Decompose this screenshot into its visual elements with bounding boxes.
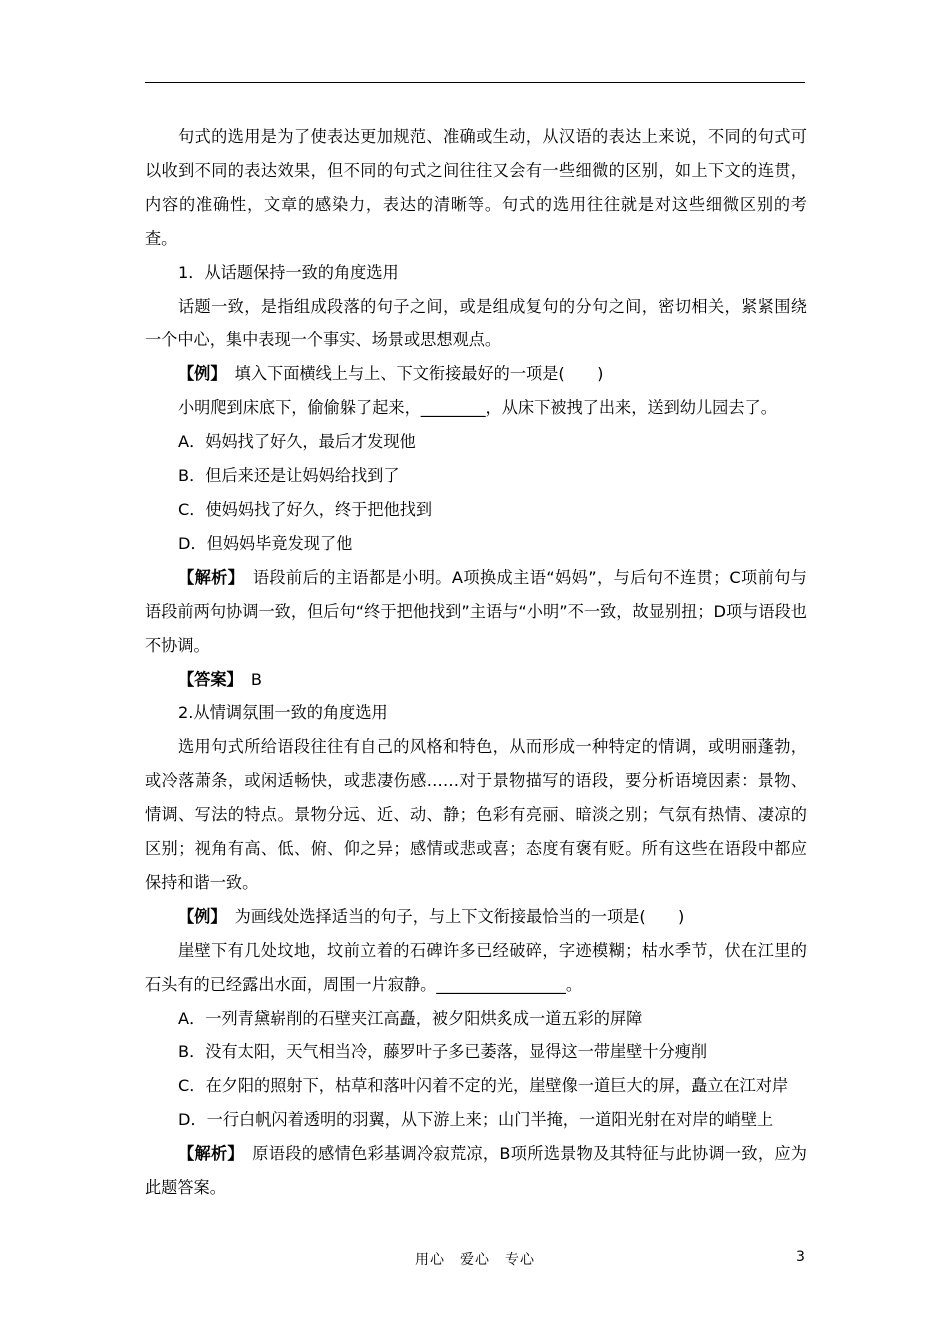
example-1-option-d: D．但妈妈毕竟发现了他 bbox=[178, 533, 353, 553]
example-2-analysis bbox=[145, 1137, 807, 1205]
section-1-body: 话题一致，是指组成段落的句子之间，或是组成复句的分句之间，密切相关，紧紧围绕一个中心，集中表现一个事实、场景或思想观点。 bbox=[145, 296, 807, 350]
example-2-option-a: A．一列青黛崭削的石壁夹江高矗，被夕阳烘炙成一道五彩的屏障 bbox=[178, 1008, 643, 1028]
example-2-option-c: C．在夕阳的照射下，枯草和落叶闪着不定的光，崖壁像一道巨大的屏，矗立在江对岸 bbox=[178, 1076, 789, 1096]
example-2-question bbox=[145, 900, 807, 934]
example-2-text: 崖壁下有几处坟地，坟前立着的石碑许多已经破碎，字迹模糊；枯水季节，伏在江里的石头有的已经露出水面，周围一片寂静。________________。 bbox=[145, 940, 807, 994]
example-1-option-b: B．但后来还是让妈妈给找到了 bbox=[178, 466, 400, 486]
page-number: 3 bbox=[796, 1249, 805, 1265]
footer-slogan: 用心 爱心 专心 bbox=[415, 1252, 535, 1268]
example-1-tag: 【例】 bbox=[178, 364, 219, 384]
example-1-answer-text: B bbox=[234, 669, 262, 689]
example-1-text: 小明爬到床底下，偷偷躲了起来，________，从床下被拽了出来，送到幼儿园去了。 bbox=[178, 398, 777, 418]
example-2-option-d: D．一行白帆闪着透明的羽翼，从下游上来；山门半掩，一道阳光射在对岸的峭壁上 bbox=[178, 1110, 774, 1130]
example-1-analysis-text: 语段前后的主语都是小明。A项换成主语“妈妈”，与后句不连贯；C项前句与语段前两句协调一致，但后句“终于把他找到”主语与“小明”不一致，故显别扭；D项与语段也不协调。 bbox=[145, 567, 807, 655]
example-2-analysis-text: 原语段的感情色彩基调冷寂荒凉，B项所选景物及其特征与此协调一致，应为此题答案。 bbox=[145, 1144, 807, 1198]
example-1-analysis bbox=[145, 561, 807, 663]
document-body bbox=[145, 120, 807, 1205]
example-2-analysis-tag: 【解析】 bbox=[178, 1144, 236, 1164]
example-2-question-text: 为画线处选择适当的句子，与上下文衔接最恰当的一项是( ) bbox=[218, 906, 685, 926]
section-2-title: 2.从情调氛围一致的角度选用 bbox=[178, 703, 388, 723]
intro-paragraph: 句式的选用是为了使表达更加规范、准确或生动，从汉语的表达上来说，不同的句式可以收到不同的表达效果，但不同的句式之间往往又会有一些细微的区别，如上下文的连贯，内容的准确性，文章的感染力，表达的清晰等。句式的选用往往就是对这些细微区别的考查。 bbox=[145, 127, 807, 248]
example-1-option-c: C．使妈妈找了好久，终于把他找到 bbox=[178, 499, 433, 519]
example-1-question-text: 填入下面横线上与上、下文衔接最好的一项是( ) bbox=[218, 364, 604, 384]
section-1-title: 1．从话题保持一致的角度选用 bbox=[178, 262, 399, 282]
example-2-option-b: B．没有太阳，天气相当冷，藤罗叶子多已萎落，显得这一带崖壁十分瘦削 bbox=[178, 1042, 708, 1062]
section-2-body: 选用句式所给语段往往有自己的风格和特色，从而形成一种特定的情调，或明丽蓬勃，或冷落萧条，或闲适畅快，或悲凄伤感……对于景物描写的语段，要分析语境因素：景物、情调、写法的特点。景物分远、近、动、静；色彩有亮丽、暗淡之别；气氛有热情、凄凉的区别；视角有高、低、俯、仰之异；感情或悲或喜；态度有褒有贬。所有这些在语段中都应保持和谐一致。 bbox=[145, 737, 807, 892]
example-1-answer-tag: 【答案】 bbox=[178, 669, 235, 689]
example-1-option-a: A．妈妈找了好久，最后才发现他 bbox=[178, 432, 416, 452]
example-1-analysis-tag: 【解析】 bbox=[178, 567, 237, 587]
example-2-tag: 【例】 bbox=[178, 906, 219, 926]
header-rule bbox=[145, 82, 805, 83]
example-1-answer bbox=[145, 663, 807, 697]
example-1-question bbox=[145, 357, 807, 391]
